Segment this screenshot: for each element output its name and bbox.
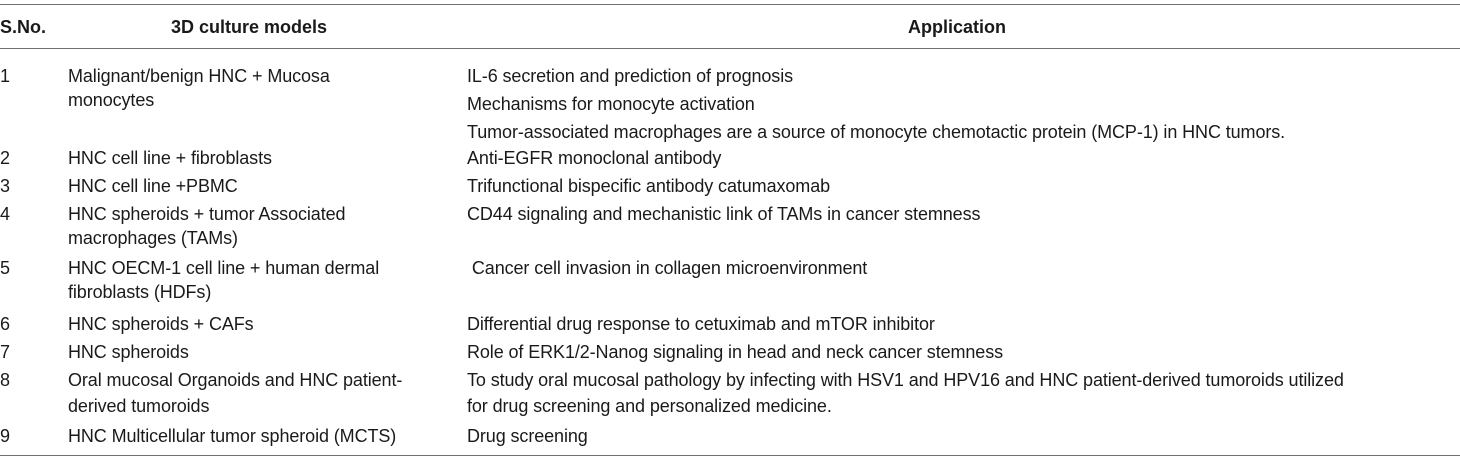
header-sno: S.No. — [0, 17, 47, 37]
header-3d-culture-models: 3D culture models — [171, 17, 328, 37]
model-text: Oral mucosal Organoids and HNC patient- — [68, 370, 403, 390]
model-text: HNC spheroids + tumor Associated — [68, 204, 346, 224]
model-text: monocytes — [68, 90, 155, 110]
row-number: 5 — [0, 258, 10, 278]
model-text: derived tumoroids — [68, 396, 210, 416]
application-text: Drug screening — [467, 426, 588, 446]
model-text: HNC spheroids — [68, 342, 189, 362]
application-text: Mechanisms for monocyte activation — [467, 94, 755, 114]
row-number: 1 — [0, 66, 10, 86]
row-number: 3 — [0, 176, 10, 196]
application-text: CD44 signaling and mechanistic link of TAMs in cancer stemness — [467, 204, 981, 224]
application-text: Anti-EGFR monoclonal antibody — [467, 148, 722, 168]
application-text: Cancer cell invasion in collagen microenvironment — [467, 258, 868, 278]
model-text: macrophages (TAMs) — [68, 228, 238, 248]
table-top-rule — [0, 4, 1460, 5]
model-text: HNC cell line +PBMC — [68, 176, 238, 196]
row-number: 4 — [0, 204, 10, 224]
model-text: Malignant/benign HNC + Mucosa — [68, 66, 330, 86]
application-text: To study oral mucosal pathology by infecting with HSV1 and HPV16 and HNC patient-derived tumoroids utilized — [467, 370, 1344, 390]
model-text: HNC cell line + fibroblasts — [68, 148, 272, 168]
model-text: HNC Multicellular tumor spheroid (MCTS) — [68, 426, 397, 446]
application-text: Tumor-associated macrophages are a source of monocyte chemotactic protein (MCP-1) in HNC tumors. — [467, 122, 1286, 142]
header-application: Application — [908, 17, 1006, 37]
application-text: Role of ERK1/2-Nanog signaling in head and neck cancer stemness — [467, 342, 1004, 362]
table-bottom-rule — [0, 455, 1460, 456]
row-number: 8 — [0, 370, 10, 390]
row-number: 9 — [0, 426, 10, 446]
row-number: 7 — [0, 342, 10, 362]
application-text: for drug screening and personalized medicine. — [467, 396, 832, 416]
application-text: Trifunctional bispecific antibody catumaxomab — [467, 176, 831, 196]
header-rule — [0, 48, 1460, 49]
row-number: 2 — [0, 148, 10, 168]
row-number: 6 — [0, 314, 10, 334]
model-text: HNC spheroids + CAFs — [68, 314, 254, 334]
model-text: fibroblasts (HDFs) — [68, 282, 212, 302]
application-text: IL-6 secretion and prediction of prognosis — [467, 66, 793, 86]
application-text: Differential drug response to cetuximab and mTOR inhibitor — [467, 314, 935, 334]
model-text: HNC OECM-1 cell line + human dermal — [68, 258, 380, 278]
